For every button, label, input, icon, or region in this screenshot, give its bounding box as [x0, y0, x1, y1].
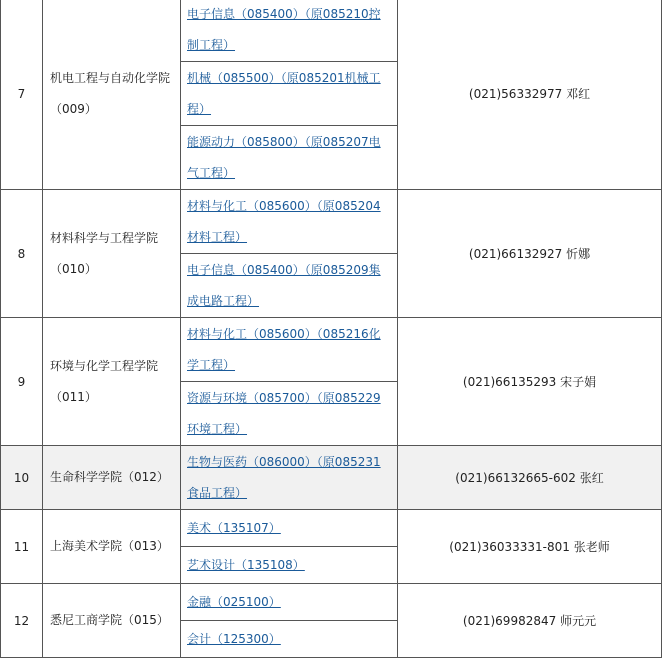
- major-link[interactable]: 能源动力（085800）（原085207电气工程）: [187, 134, 381, 180]
- row-number: 10: [1, 446, 43, 510]
- college-code: （010）: [50, 261, 97, 276]
- major-link[interactable]: 电子信息（085400）（原085209集成电路工程）: [187, 262, 381, 308]
- table-row: [1, 0, 662, 62]
- major-link[interactable]: 材料与化工（085600）（原085204材料工程）: [187, 198, 381, 244]
- table-row: [1, 510, 662, 547]
- major-cell: [181, 254, 398, 318]
- table-row: [1, 446, 662, 510]
- college-name-text: 机电工程与自动化学院: [50, 70, 171, 85]
- major-cell: [181, 547, 398, 584]
- major-link[interactable]: 资源与环境（085700）（原085229环境工程）: [187, 390, 381, 436]
- college-name-text: 材料科学与工程学院: [50, 230, 159, 245]
- row-number: 12: [1, 584, 43, 658]
- contact-info: (021)66132665-602 张红: [398, 446, 662, 510]
- major-link[interactable]: 会计（125300）: [187, 632, 281, 646]
- college-name: [43, 0, 181, 190]
- table-row: [1, 584, 662, 621]
- college-name: [43, 190, 181, 318]
- major-cell: [181, 621, 398, 658]
- major-cell: [181, 126, 398, 190]
- major-cell: [181, 0, 398, 62]
- major-link[interactable]: 材料与化工（085600）（085216化学工程）: [187, 326, 381, 372]
- major-link[interactable]: 美术（135107）: [187, 521, 281, 535]
- college-name-text: 上海美术学院（013）: [50, 539, 169, 553]
- major-link[interactable]: 金融（025100）: [187, 595, 281, 609]
- contact-info: (021)66135293 宋子娟: [398, 318, 662, 446]
- major-cell: [181, 446, 398, 510]
- row-number: 8: [1, 190, 43, 318]
- contact-info: (021)69982847 师元元: [398, 584, 662, 658]
- table-row: [1, 318, 662, 382]
- college-name: [43, 446, 181, 510]
- major-link[interactable]: 艺术设计（135108）: [187, 558, 305, 572]
- college-code: （009）: [50, 101, 97, 116]
- major-cell: [181, 584, 398, 621]
- college-name: [43, 510, 181, 584]
- college-name: [43, 318, 181, 446]
- college-name-text: 生命科学学院（012）: [50, 470, 169, 484]
- college-name-text: 环境与化学工程学院: [50, 358, 159, 373]
- college-code: （011）: [50, 389, 97, 404]
- major-cell: [181, 318, 398, 382]
- table-row: [1, 190, 662, 254]
- major-link[interactable]: 电子信息（085400）（原085210控制工程）: [187, 6, 381, 52]
- contact-info: (021)56332977 邓红: [398, 0, 662, 190]
- major-cell: [181, 62, 398, 126]
- major-link[interactable]: 生物与医药（086000）（原085231食品工程）: [187, 454, 381, 500]
- major-cell: [181, 382, 398, 446]
- contact-info: (021)36033331-801 张老师: [398, 510, 662, 584]
- major-cell: [181, 510, 398, 547]
- major-link[interactable]: 机械（085500）（原085201机械工程）: [187, 70, 381, 116]
- row-number: 7: [1, 0, 43, 190]
- major-cell: [181, 190, 398, 254]
- row-number: 11: [1, 510, 43, 584]
- college-name: [43, 584, 181, 658]
- row-number: 9: [1, 318, 43, 446]
- college-name-text: 悉尼工商学院（015）: [50, 613, 169, 627]
- contact-info: (021)66132927 忻娜: [398, 190, 662, 318]
